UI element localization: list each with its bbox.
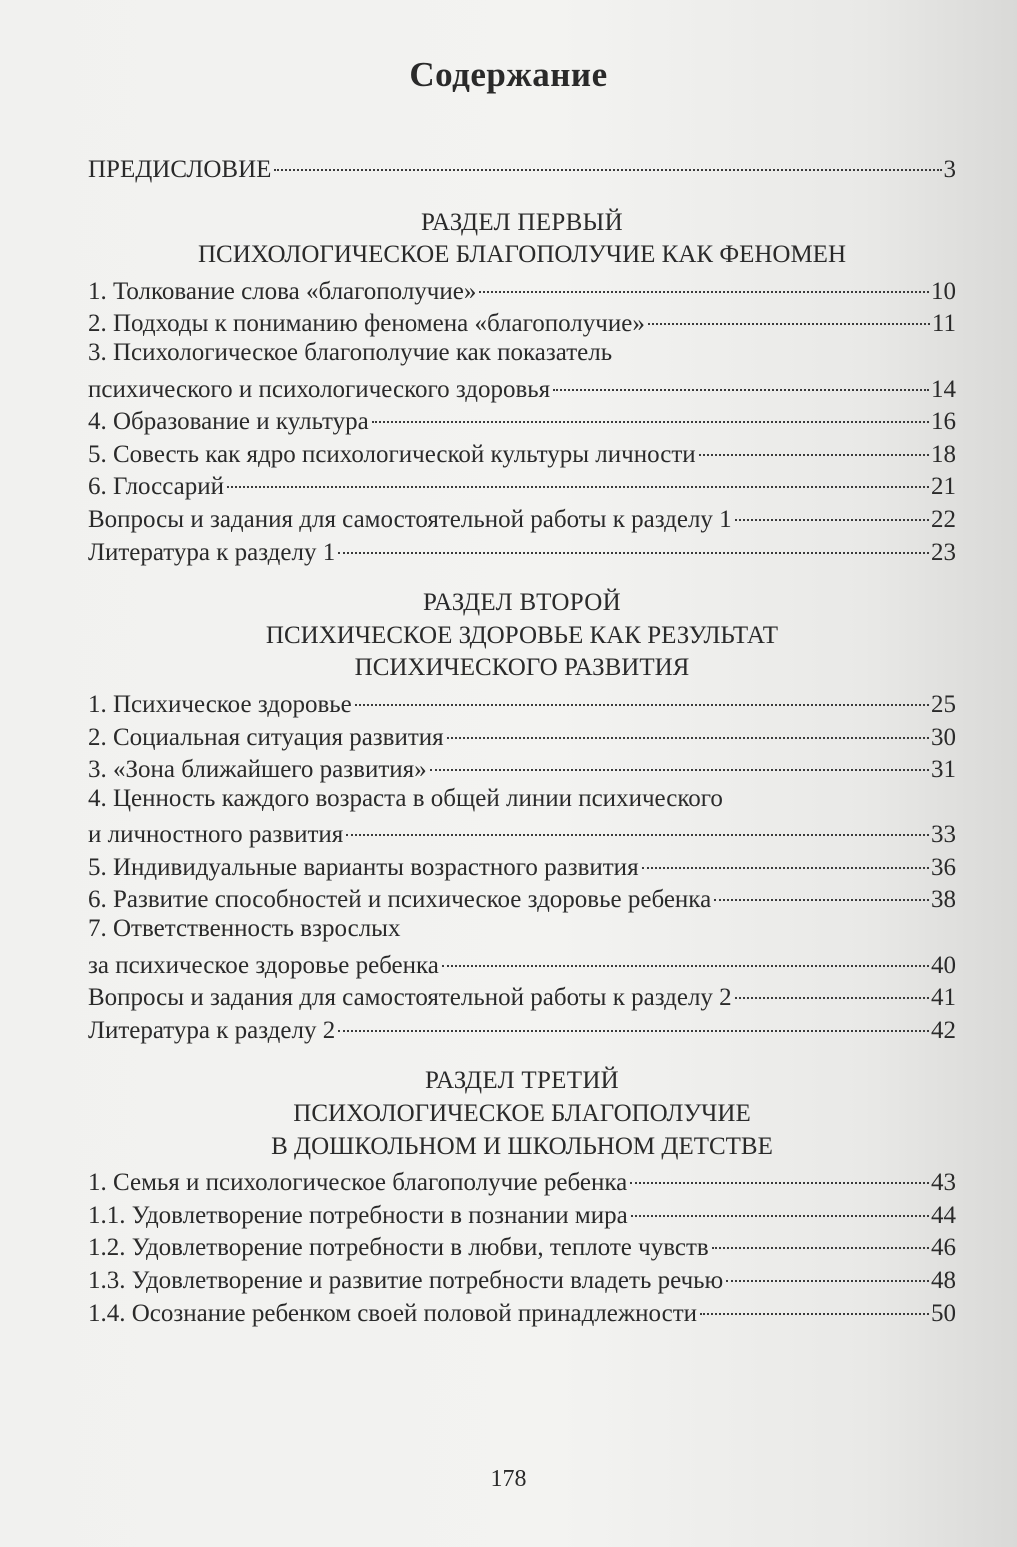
section-number: РАЗДЕЛ ВТОРОЙ [423,589,621,617]
toc-entry-title: 6. Развитие способностей и психическое здоровье ребенка [88,886,712,914]
toc-entry-title: 1. Толкование слова «благополучие» [88,277,477,305]
toc-entry-page: 48 [931,1267,956,1294]
section-title-line: ПСИХОЛОГИЧЕСКОЕ БЛАГОПОЛУЧИЕ КАК ФЕНОМЕН [197,241,847,269]
section-heading [88,587,956,685]
dot-leader [699,429,929,456]
toc-entry [88,1294,956,1327]
dot-leader [553,364,929,391]
toc-entry-title: Литература к разделу 2 [88,1016,336,1044]
dot-leader [430,744,929,771]
toc-entry [88,304,956,337]
toc-entry-page: 30 [931,723,956,751]
toc-entry-page: 42 [931,1016,956,1044]
toc-entry [88,533,956,566]
dot-leader [346,809,929,836]
dot-leader [355,679,929,706]
toc-entry-page: 36 [931,853,956,881]
section-title-line: ПСИХИЧЕСКОГО РАЗВИТИЯ [354,654,690,682]
toc-entry-title: 2. Подходы к пониманию феномена «благополучие» [88,310,645,338]
table-of-contents [88,150,956,1326]
dot-leader [712,1222,929,1249]
dot-leader [447,712,929,739]
toc-entry-title: 1.3. Удовлетворение и развитие потребности владеть речью [88,1267,724,1294]
toc-entry-title-line: 3. Психологическое благополучие как показатель [88,338,613,366]
section-title-line: ПСИХОЛОГИЧЕСКОЕ БЛАГОПОЛУЧИЕ [293,1100,751,1128]
toc-entry-title: 5. Индивидуальные варианты возрастного развития [88,853,639,881]
toc-entry-title: 6. Глоссарий [88,473,225,501]
dot-leader [700,1288,929,1315]
toc-entry-page: 43 [931,1169,956,1197]
dot-leader [338,1005,929,1032]
toc-entry-page: 38 [931,886,956,914]
toc-entry [88,913,956,978]
toc-entry-title: 1.2. Удовлетворение потребности в любви, теплоте чувств [88,1234,709,1262]
toc-entry-page: 40 [931,951,956,979]
toc-entry-page: 25 [931,690,956,718]
dot-leader [227,461,929,488]
toc-entry-page: 3 [943,156,956,183]
toc-entry-title-line: 7. Ответственность взрослых [88,915,401,943]
toc-entry-title: Вопросы и задания для самостоятельной работы к разделу 1 [88,505,732,533]
dot-leader [642,842,929,869]
toc-entry-title: 5. Совесть как ядро психологической культуры личности [88,440,696,468]
toc-entry-row [88,750,956,783]
toc-entry-page: 21 [931,473,956,501]
toc-entry-title: 1. Психическое здоровье [88,690,352,718]
dot-leader [648,298,930,325]
toc-entry-row [88,1011,956,1044]
toc-entry-page: 14 [931,375,956,403]
toc-entry-page: 50 [931,1299,956,1327]
dot-leader [630,1157,929,1184]
toc-entry-title: 1.4. Осознание ребенком своей половой принадлежности [88,1299,698,1327]
toc-entry-title: за психическое здоровье ребенка [88,951,439,979]
toc-entry [88,337,956,402]
page-heading: Содержание [409,55,608,94]
toc-entry [88,880,956,913]
page-number: 178 [490,1466,527,1492]
toc-entry-page: 44 [931,1201,956,1229]
section-title-line: ПСИХИЧЕСКОЕ ЗДОРОВЬЕ КАК РЕЗУЛЬТАТ [265,621,779,649]
toc-entry-title: 1. Семья и психологическое благополучие ребенка [88,1169,628,1197]
toc-entry-page: 46 [931,1234,956,1262]
toc-entry-title: 1.1. Удовлетворение потребности в познании мира [88,1201,628,1229]
toc-entry-page: 41 [931,984,956,1012]
toc-entry-preface [88,150,956,183]
toc-entry-page: 18 [931,440,956,468]
section-title-line: В ДОШКОЛЬНОМ И ШКОЛЬНОМ ДЕТСТВЕ [271,1132,773,1160]
toc-entry-row [88,533,956,566]
dot-leader [274,144,941,171]
toc-entry-page: 33 [931,821,956,849]
section-number: РАЗДЕЛ ПЕРВЫЙ [421,208,623,236]
toc-entry-title: ПРЕДИСЛОВИЕ [88,156,272,183]
dot-leader [631,1190,929,1217]
toc-entry-title: 3. «Зона ближайшего развития» [88,756,427,784]
dot-leader [372,396,929,423]
toc-entry-row [88,880,956,913]
toc-entry-page: 23 [931,538,956,566]
toc-entry-title: 4. Образование и культура [88,408,369,436]
toc-entry-page: 10 [931,277,956,305]
toc-entry-title: психического и психологического здоровья [88,375,551,403]
toc-sections [88,183,956,1327]
section-number: РАЗДЕЛ ТРЕТИЙ [424,1067,620,1095]
dot-leader [726,1255,929,1282]
toc-entry-page: 31 [931,756,956,784]
toc-entry-row [88,1294,956,1327]
section-heading [88,207,956,272]
toc-entry-title-line: 4. Ценность каждого возраста в общей линии психического [88,784,723,812]
toc-entry [88,783,956,848]
toc-entry-title: и личностного развития [88,821,344,849]
dot-leader [338,527,929,554]
toc-entry-row [88,304,956,337]
toc-entry [88,1011,956,1044]
dot-leader [735,972,929,999]
toc-entry [88,750,956,783]
toc-entry-title: 2. Социальная ситуация развития [88,723,444,751]
toc-entry-title: Литература к разделу 1 [88,538,336,566]
dot-leader [714,874,929,901]
toc-entry-page: 16 [931,408,956,436]
dot-leader [735,494,929,521]
dot-leader [479,266,929,293]
toc-entry-title: Вопросы и задания для самостоятельной работы к разделу 2 [88,984,732,1012]
dot-leader [442,940,929,967]
toc-entry-page: 22 [931,505,956,533]
section-heading [88,1065,956,1163]
toc-entry-page: 11 [931,310,956,338]
